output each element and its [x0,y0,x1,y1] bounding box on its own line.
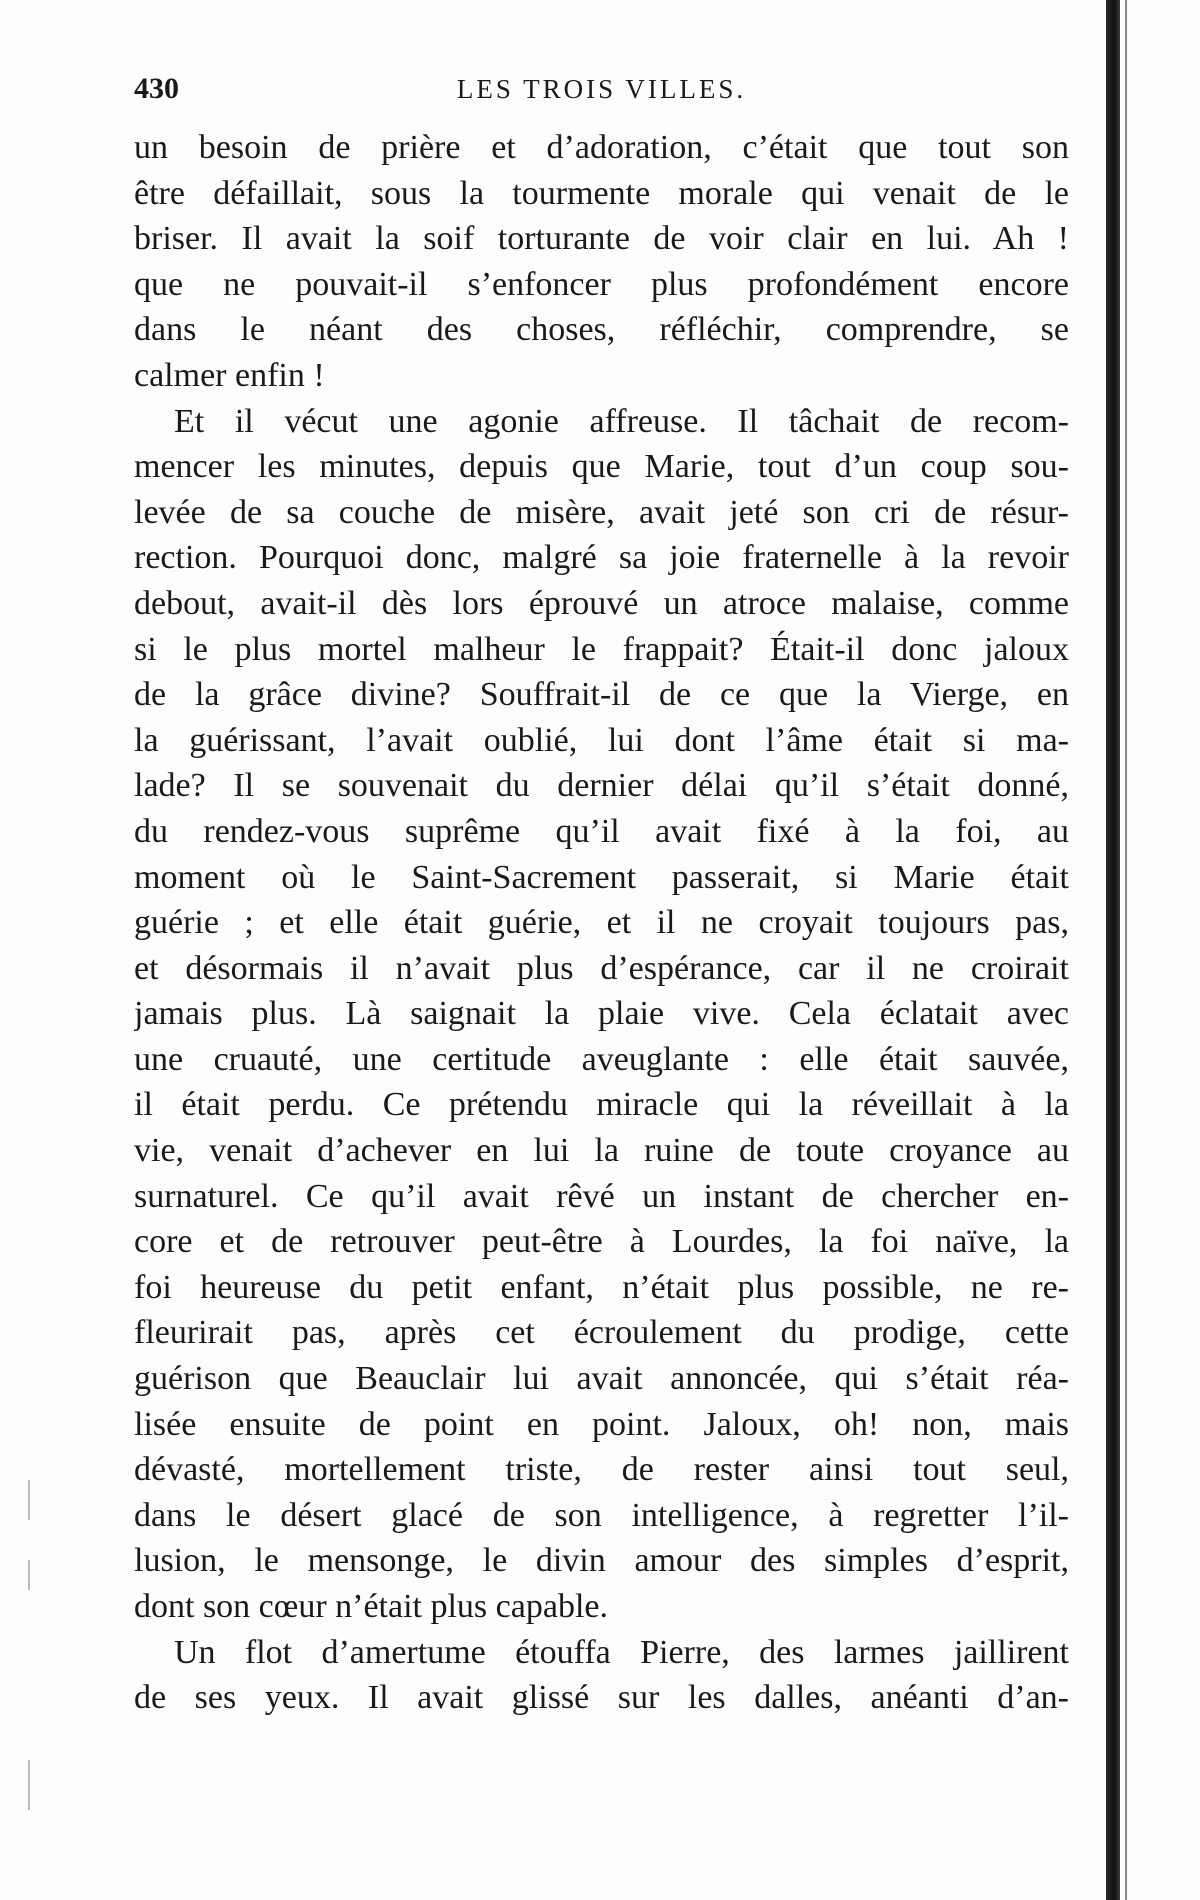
text-line: moment où le Saint-Sacrement passerait, si Marie était [134,858,1069,896]
page-number: 430 [134,72,179,105]
text-line: levée de sa couche de misère, avait jeté son cri de résur- [134,493,1069,531]
text-line: du rendez-vous suprême qu’il avait fixé à la foi, au [134,812,1069,850]
text-line: être défaillait, sous la tourmente morale qui venait de le [134,174,1069,212]
text-line: de la grâce divine? Souffrait-il de ce que la Vierge, en [134,676,1069,714]
scan-speck [28,1480,30,1520]
text-line: et désormais il n’avait plus d’espérance, car il ne croirait [134,949,1069,987]
page-gutter-line [1125,0,1127,1900]
text-line: core et de retrouver peut-être à Lourdes, la foi naïve, la [134,1223,1069,1261]
text-line: un besoin de prière et d’adoration, c’était que tout son [134,129,1069,166]
text-line: foi heureuse du petit enfant, n’était plus possible, ne re- [134,1268,1069,1306]
text-line: mencer les minutes, depuis que Marie, tout d’un coup sou- [134,448,1069,486]
text-line: il était perdu. Ce prétendu miracle qui la réveillait à la [134,1086,1069,1124]
page-gutter-edge [1106,0,1120,1900]
text-line: debout, avait-il dès lors éprouvé un atroce malaise, comme [134,584,1069,622]
text-line: calmer enfin ! [134,356,325,394]
text-line: lade? Il se souvenait du dernier délai qu’il s’était donné, [134,767,1069,805]
text-line: la guérissant, l’avait oublié, lui dont l’âme était si ma- [134,721,1069,759]
text-line: guérie ; et elle était guérie, et il ne croyait toujours pas, [134,904,1069,942]
text-line: si le plus mortel malheur le frappait? Était-il donc jaloux [134,630,1069,668]
text-line: dévasté, mortellement triste, de rester ainsi tout seul, [134,1451,1069,1489]
scan-speck [28,1560,30,1590]
scan-speck [28,1760,30,1810]
text-line: que ne pouvait-il s’enfoncer plus profondément encore [134,265,1069,303]
paragraph-start-line: Et il vécut une agonie affreuse. Il tâchait de recom- [174,402,1069,440]
text-line: lisée ensuite de point en point. Jaloux, oh! non, mais [134,1405,1069,1443]
body-text [134,125,1069,1721]
text-line: jamais plus. Là saignait la plaie vive. Cela éclatait avec [134,995,1069,1033]
text-line: de ses yeux. Il avait glissé sur les dalles, anéanti d’an- [134,1679,1069,1717]
text-line: fleurirait pas, après cet écroulement du prodige, cette [134,1314,1069,1352]
text-line: surnaturel. Ce qu’il avait rêvé un instant de chercher en- [134,1177,1069,1215]
text-line: dans le désert glacé de son intelligence, à regretter l’il- [134,1496,1069,1534]
running-title: LES TROIS VILLES. [456,74,747,104]
paragraph-start-line: Un flot d’amertume étouffa Pierre, des larmes jaillirent [174,1633,1069,1671]
text-line: dans le néant des choses, réfléchir, comprendre, se [134,311,1069,349]
text-line: lusion, le mensonge, le divin amour des simples d’esprit, [134,1542,1069,1580]
page-header [134,72,1069,112]
text-line: une cruauté, une certitude aveuglante : elle était sauvée, [134,1040,1069,1078]
text-line: guérison que Beauclair lui avait annoncée, qui s’était réa- [134,1360,1069,1398]
text-line: dont son cœur n’était plus capable. [134,1588,608,1625]
text-line: vie, venait d’achever en lui la ruine de toute croyance au [134,1132,1069,1170]
text-line: briser. Il avait la soif torturante de voir clair en lui. Ah ! [134,220,1069,258]
text-line: rection. Pourquoi donc, malgré sa joie fraternelle à la revoir [134,539,1069,577]
